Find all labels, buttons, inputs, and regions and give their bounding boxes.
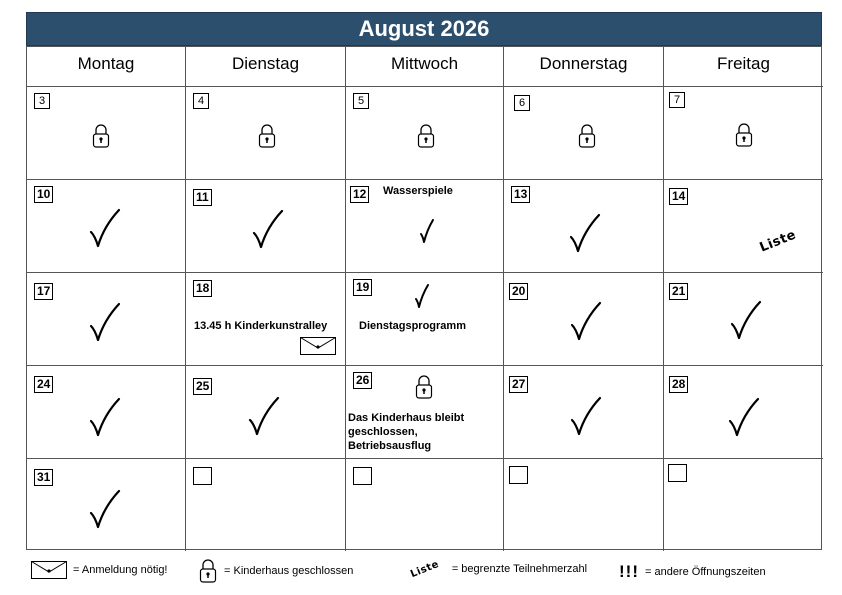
checkmark-icon (252, 209, 284, 249)
day-number: 24 (34, 376, 53, 393)
checkmark-icon (89, 302, 121, 342)
checkmark-icon (570, 301, 602, 341)
weekday-monday: Montag (27, 47, 186, 87)
envelope-icon (300, 337, 336, 355)
event-note-dienstagsprogramm: Dienstagsprogramm (359, 320, 466, 332)
day-number: 19 (353, 279, 372, 296)
day-number: 10 (34, 186, 53, 203)
legend-liste-label: = begrenzte Teilnehmerzahl (451, 563, 588, 575)
day-cell-12 (346, 180, 504, 273)
legend-envelope-label: = Anmeldung nötig! (73, 564, 168, 576)
weekday-tuesday: Dienstag (186, 47, 346, 87)
lock-icon (577, 123, 597, 149)
day-cell-19 (346, 273, 504, 366)
legend (0, 558, 842, 588)
day-number: 14 (669, 188, 688, 205)
checkmark-icon (419, 218, 435, 244)
empty-day-box (509, 466, 528, 484)
day-cell-5 (346, 87, 504, 180)
lock-icon (91, 123, 111, 149)
day-number: 6 (514, 95, 530, 111)
checkmark-icon (89, 489, 121, 529)
checkmark-icon (89, 397, 121, 437)
day-number: 4 (193, 93, 209, 109)
day-cell-10 (27, 180, 186, 273)
weekday-friday: Freitag (664, 47, 823, 87)
weekday-thursday: Donnerstag (504, 47, 664, 87)
event-note-wasserspiele: Wasserspiele (383, 185, 453, 197)
event-note-betriebsausflug: Das Kinderhaus bleibt geschlossen, Betriebsausflug (348, 412, 465, 452)
empty-day-cell (346, 459, 504, 551)
legend-lock-label: = Kinderhaus geschlossen (224, 565, 354, 577)
day-cell-20 (504, 273, 664, 366)
day-cell-25 (186, 366, 346, 459)
day-cell-7 (664, 87, 823, 180)
empty-day-cell (504, 459, 664, 551)
liste-icon: Liste (409, 558, 441, 580)
day-cell-4 (186, 87, 346, 180)
day-number: 27 (509, 376, 528, 393)
day-cell-24 (27, 366, 186, 459)
empty-day-box (193, 467, 212, 485)
checkmark-icon (569, 213, 601, 253)
day-number: 11 (193, 189, 212, 206)
empty-day-box (668, 464, 687, 482)
empty-day-cell (186, 459, 346, 551)
liste-icon: Liste (757, 227, 799, 256)
empty-day-cell (664, 459, 823, 551)
day-number: 7 (669, 92, 685, 108)
day-cell-27 (504, 366, 664, 459)
day-cell-28 (664, 366, 823, 459)
day-cell-3 (27, 87, 186, 180)
day-cell-14 (664, 180, 823, 273)
weekday-wednesday: Mittwoch (346, 47, 504, 87)
checkmark-icon (414, 283, 430, 309)
legend-item-envelope (31, 561, 168, 579)
day-number: 28 (669, 376, 688, 393)
checkmark-icon (730, 300, 762, 340)
lock-icon (414, 374, 434, 400)
envelope-icon (31, 561, 67, 579)
checkmark-icon (248, 396, 280, 436)
calendar-grid (26, 46, 822, 550)
calendar-title: August 2026 (26, 12, 822, 46)
day-cell-17 (27, 273, 186, 366)
day-number: 12 (350, 186, 369, 203)
day-cell-18 (186, 273, 346, 366)
legend-item-lock (198, 558, 353, 584)
day-number: 18 (193, 280, 212, 297)
day-number: 20 (509, 283, 528, 300)
legend-item-liste (409, 558, 588, 580)
day-cell-6 (504, 87, 664, 180)
day-cell-21 (664, 273, 823, 366)
lock-icon (416, 123, 436, 149)
day-number: 17 (34, 283, 53, 300)
day-number: 5 (353, 93, 369, 109)
checkmark-icon (89, 208, 121, 248)
day-number: 3 (34, 93, 50, 109)
day-cell-11 (186, 180, 346, 273)
exclamation-icon: !!! (619, 562, 639, 581)
legend-item-bang (619, 562, 766, 582)
day-cell-26 (346, 366, 504, 459)
checkmark-icon (570, 396, 602, 436)
day-number: 26 (353, 372, 372, 389)
day-number: 25 (193, 378, 212, 395)
checkmark-icon (728, 397, 760, 437)
event-note-kinderkunstralley: 13.45 h Kinderkunstralley (194, 320, 328, 332)
day-number: 31 (34, 469, 53, 486)
day-number: 13 (511, 186, 530, 203)
day-cell-13 (504, 180, 664, 273)
legend-bang-label: = andere Öffnungszeiten (644, 566, 766, 578)
lock-icon (198, 558, 218, 584)
day-cell-31 (27, 459, 186, 551)
day-number: 21 (669, 283, 688, 300)
lock-icon (734, 122, 754, 148)
lock-icon (257, 123, 277, 149)
empty-day-box (353, 467, 372, 485)
